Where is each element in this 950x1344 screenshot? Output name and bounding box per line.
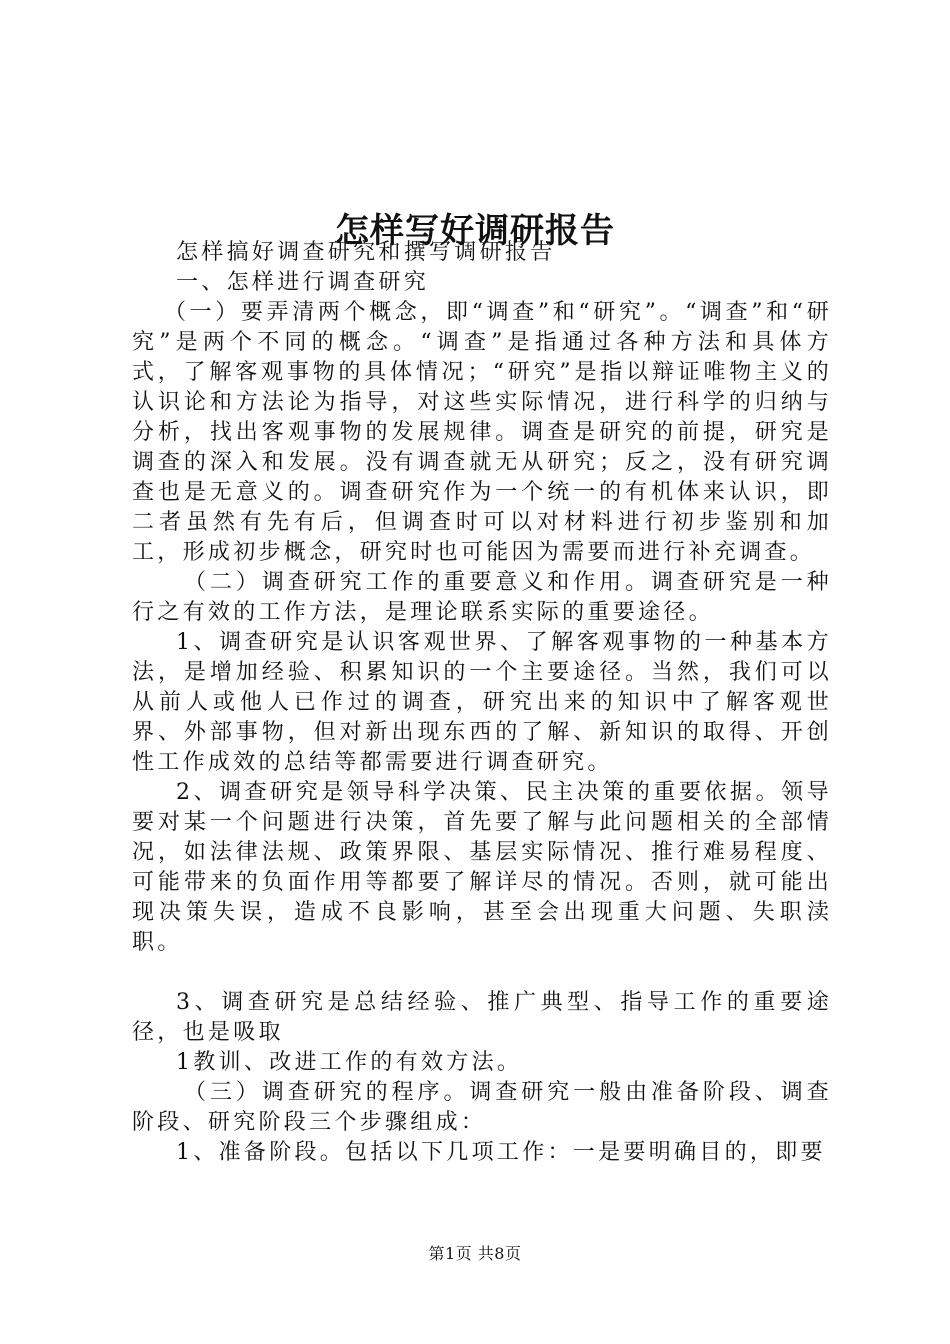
paragraph: （三）调查研究的程序。调查研究一般由准备阶段、调查阶段、研究阶段三个步骤组成： [132, 1080, 832, 1135]
paragraph: （一）要弄清两个概念，即“调查”和“研究”。“调查”和“研究”是两个不同的概念。“调查”是指通过各种方法和具体方式，了解客观事物的具体情况；“研究”是指以辩证唯物主义的认识论和方法论为指导，对这些实际情况，进行科学的归纳与分析，找出客观事物的发展规律。调查是研究的前提，研究是调查的深入和发展。没有调查就无从研究；反之，没有研究调查也是无意义的。调查研究作为一个统一的有机体来认识，即二者虽然有先有后，但调查时可以对材料进行初步鉴别和加工，形成初步概念，研究时也可能因为需要而进行补充调查。 [132, 300, 832, 565]
paragraph: 1、准备阶段。包括以下几项工作：一是要明确目的，即要 [176, 1140, 826, 1165]
blank-line [132, 958, 832, 988]
paragraph: 3、调查研究是总结经验、推广典型、指导工作的重要途径，也是吸取 [132, 990, 832, 1045]
paragraph: （二）调查研究工作的重要意义和作用。调查研究是一种行之有效的工作方法，是理论联系实际的重要途径。 [132, 570, 832, 625]
subtitle-paragraph: 怎样搞好调查研究和撰写调研报告 [176, 240, 556, 265]
document-title: 怎样写好调研报告 [335, 210, 615, 251]
paragraph: 2、调查研究是领导科学决策、民主决策的重要依据。领导要对某一个问题进行决策，首先要了解与此问题相关的全部情况，如法律法规、政策界限、基层实际情况、推行难易程度、可能带来的负面作用等都要了解详尽的情况。否则，就可能出现决策失误，造成不良影响，甚至会出现重大问题、失职渎职。 [132, 780, 832, 955]
paragraph: 1教训、改进工作的有效方法。 [176, 1050, 523, 1075]
paragraph: 1、调查研究是认识客观世界、了解客观事物的一种基本方法，是增加经验、积累知识的一个主要途径。当然，我们可以从前人或他人已作过的调查，研究出来的知识中了解客观世界、外部事物，但对新出现东西的了解、新知识的取得、开创性工作成效的总结等都需要进行调查研究。 [132, 630, 832, 775]
document-body [132, 238, 832, 1168]
section-heading: 一、怎样进行调查研究 [176, 270, 430, 295]
page-footer: 第1页 共8页 [428, 1244, 522, 1263]
